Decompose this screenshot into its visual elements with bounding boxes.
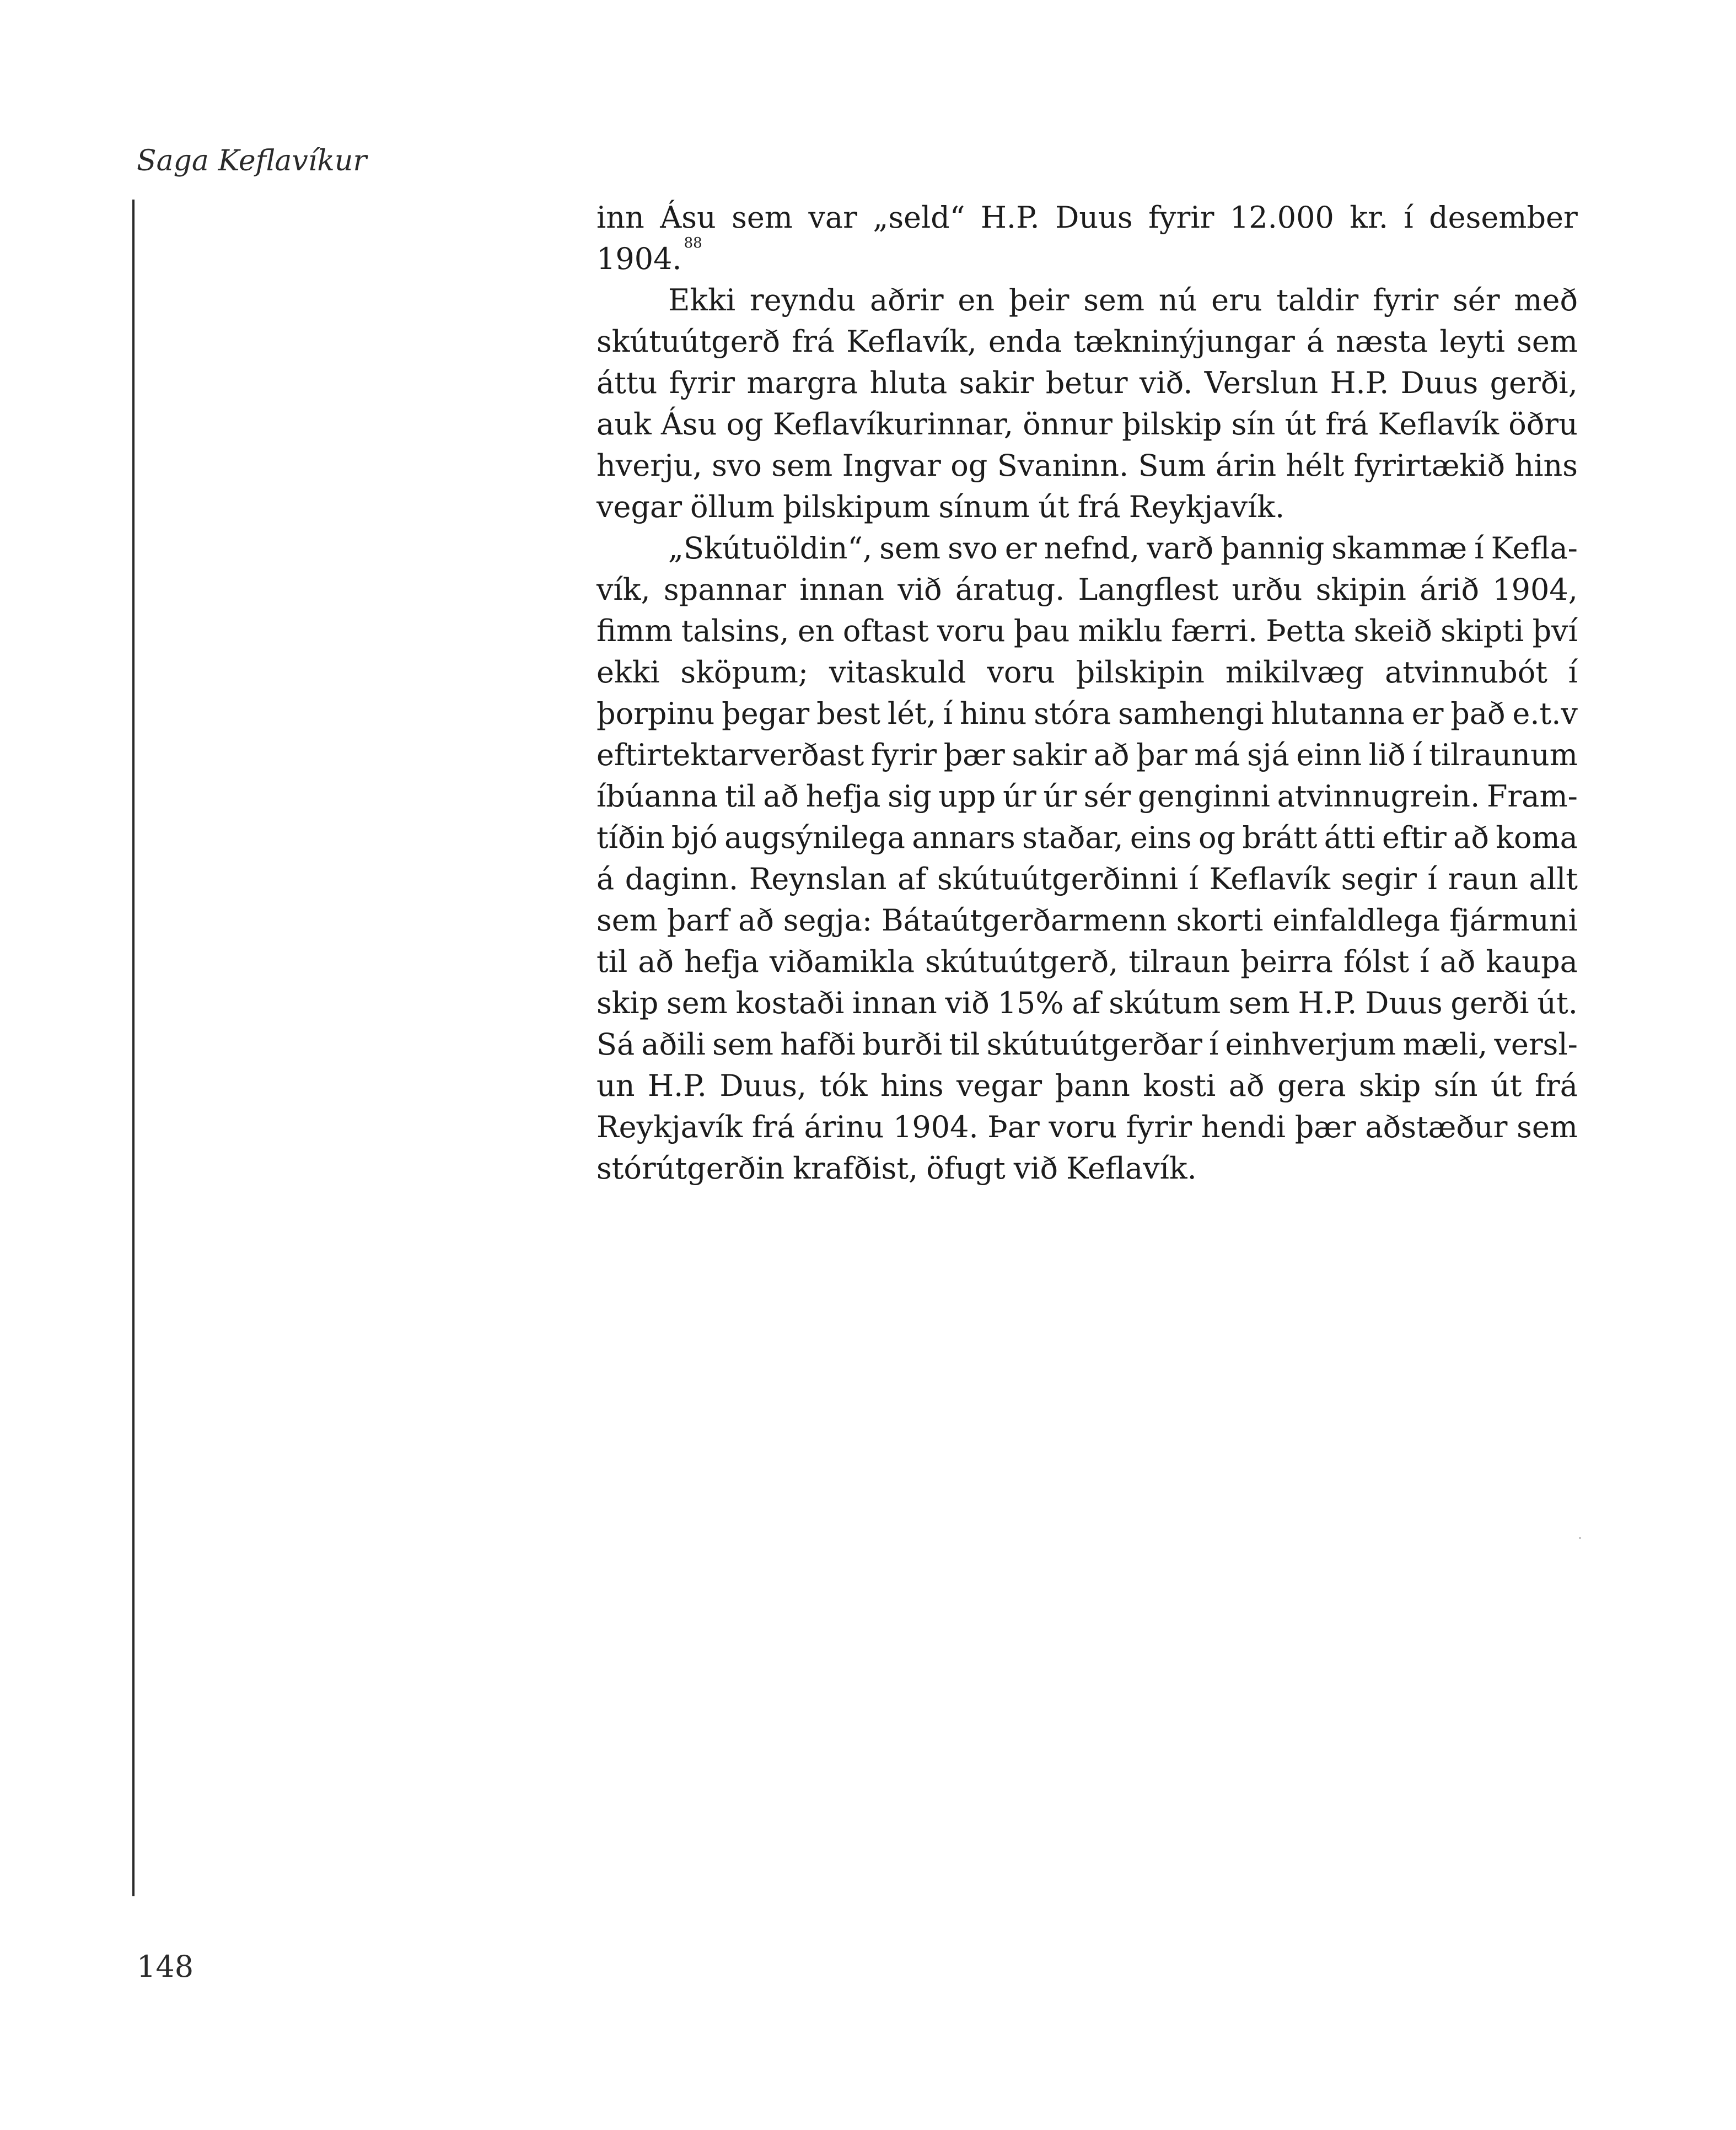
text-line: „Skútuöldin“, sem svo er nefnd, varð þannig skammæ í Kefla- (668, 531, 1578, 566)
text-line: skip sem kostaði innan við 15% af skútum sem H.P. Duus gerði út. (596, 986, 1578, 1020)
text-line: 1904. $^{88}$ (596, 235, 702, 276)
text-line: Sá aðili sem hafði burði til skútuútgerðar í einhverjum mæli, versl- (596, 1027, 1578, 1062)
footnote-marker: 88 (684, 235, 702, 251)
text-line: vík, spannar innan við áratug. Langflest urðu skipin árið 1904, (596, 572, 1578, 607)
text-line: skútuútgerð frá Keflavík, enda tækninýjungar á næsta leyti sem (596, 324, 1578, 359)
body-text (596, 197, 1578, 1189)
text-line: Ekki reyndu aðrir en þeir sem nú eru taldir fyrir sér með (668, 283, 1578, 318)
text-line: til að hefja viðamikla skútuútgerð, tilraun þeirra fólst í að kaupa (596, 944, 1578, 979)
text-line: þorpinu þegar best lét, í hinu stóra samhengi hlutanna er það e.t.v (596, 696, 1578, 731)
running-header: Saga Keflavíkur (137, 144, 367, 178)
margin-rule (132, 200, 135, 1896)
text-line: vegar öllum þilskipum sínum út frá Reykjavík. (596, 490, 1285, 524)
text-line: inn Ásu sem var „seld“ H.P. Duus fyrir 12.000 kr. í desember (596, 200, 1578, 235)
text-line: ekki sköpum; vitaskuld voru þilskipin mikilvæg atvinnubót í (596, 655, 1578, 690)
text-line: Reykjavík frá árinu 1904. Þar voru fyrir hendi þær aðstæður sem (596, 1110, 1578, 1144)
text-line: áttu fyrir margra hluta sakir betur við. Verslun H.P. Duus gerði, (596, 365, 1578, 400)
page-number: 148 (137, 1949, 194, 1984)
text-line: eftirtektarverðast fyrir þær sakir að þar má sjá einn lið í tilraunum (596, 738, 1578, 772)
text-line: un H.P. Duus, tók hins vegar þann kosti að gera skip sín út frá (596, 1068, 1578, 1103)
text-line: á daginn. Reynslan af skútuútgerðinni í Keflavík segir í raun allt (596, 862, 1578, 896)
scan-speck (1579, 1537, 1581, 1539)
text-line: fimm talsins, en oftast voru þau miklu færri. Þetta skeið skipti því (596, 614, 1578, 648)
text-line: hverju, svo sem Ingvar og Svaninn. Sum árin hélt fyrirtækið hins (596, 448, 1578, 483)
text-line: stórútgerðin krafðist, öfugt við Keflavík. (596, 1151, 1197, 1186)
text-line: sem þarf að segja: Bátaútgerðarmenn skorti einfaldlega fjármuni (596, 903, 1578, 938)
text-line: tíðin bjó augsýnilega annars staðar, eins og brátt átti eftir að koma (596, 820, 1578, 855)
text-line: auk Ásu og Keflavíkurinnar, önnur þilskip sín út frá Keflavík öðru (596, 407, 1578, 442)
text-line: íbúanna til að hefja sig upp úr úr sér genginni atvinnugrein. Fram- (596, 779, 1578, 814)
